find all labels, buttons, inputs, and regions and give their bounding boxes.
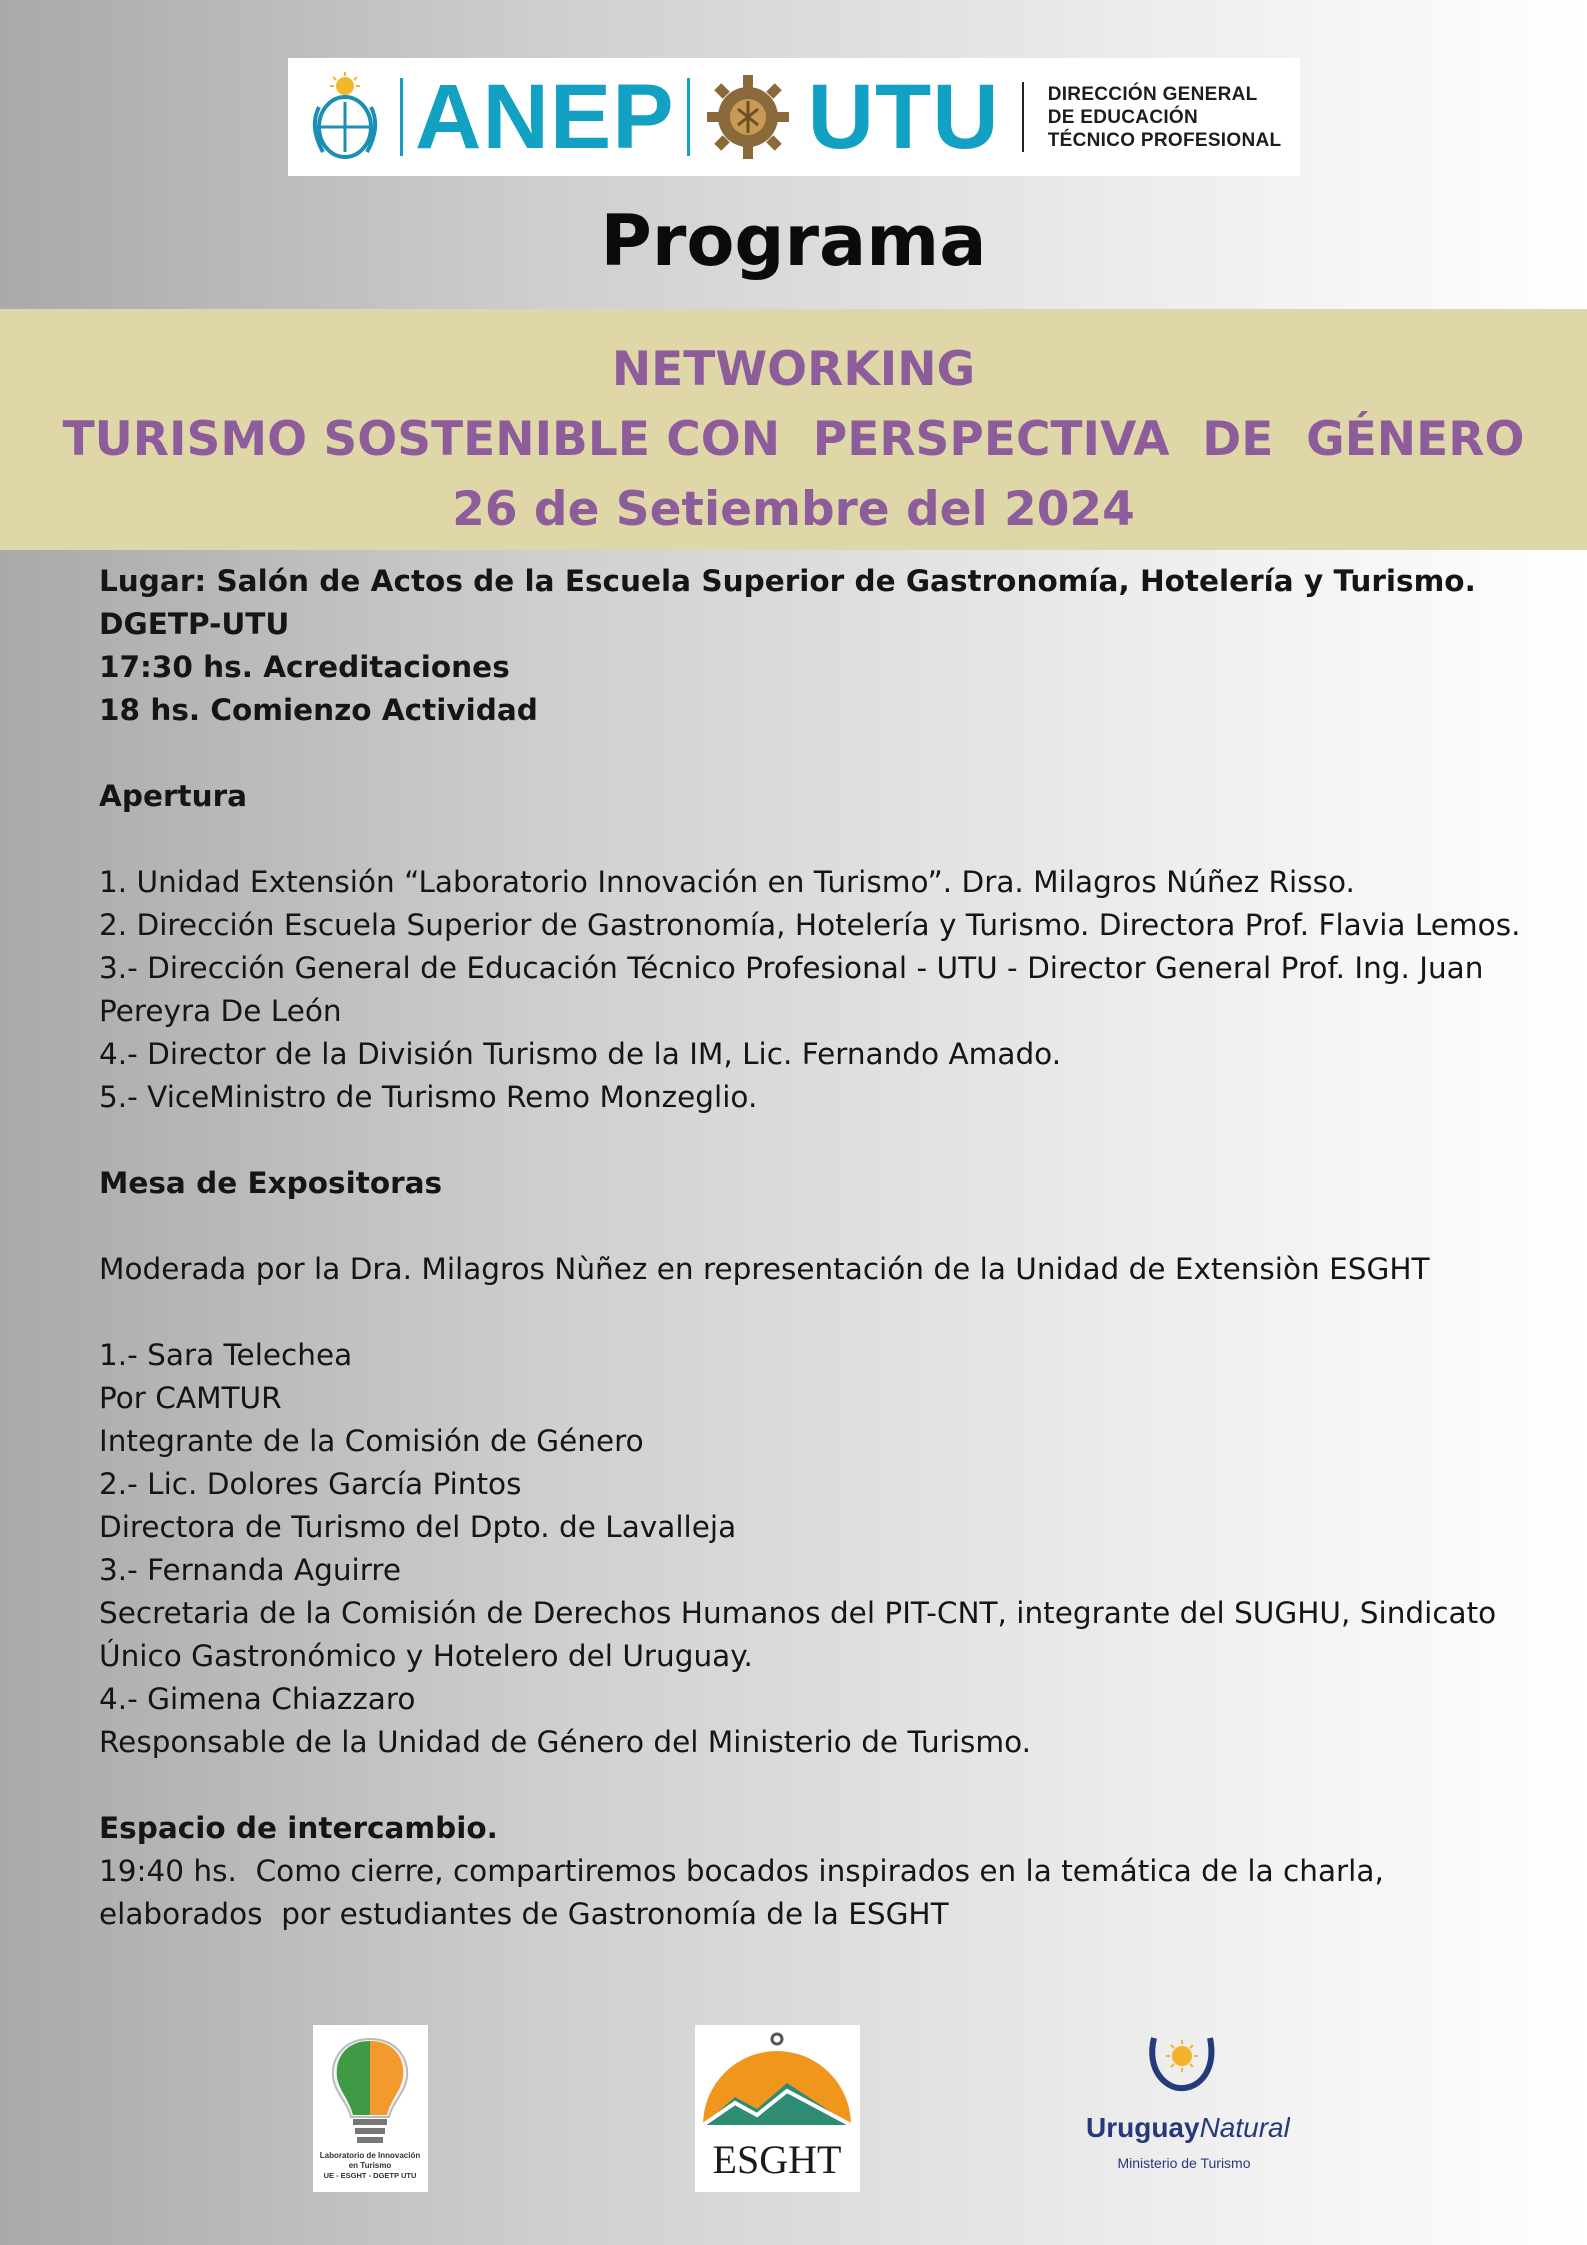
ministerio-text: Ministerio de Turismo <box>1117 2155 1251 2171</box>
anep-wordmark: ANEP <box>415 66 675 168</box>
list-item: 3.- Dirección General de Educación Técnico Profesional - UTU - Director General Prof. Ing. Juan <box>99 951 1484 985</box>
dgetp-line: TÉCNICO PROFESIONAL <box>1047 129 1282 151</box>
uruguay-word: Uruguay <box>1086 2112 1200 2143</box>
list-item: 1.- Sara Telechea <box>99 1338 353 1372</box>
program-content <box>99 560 1519 1936</box>
spacer <box>99 732 1519 775</box>
divider <box>687 78 690 156</box>
venue-line: Lugar: Salón de Actos de la Escuela Superior de Gastronomía, Hotelería y Turismo. <box>99 564 1476 598</box>
list-item: Único Gastronómico y Hotelero del Uruguay. <box>99 1639 753 1673</box>
spacer <box>99 1119 1519 1162</box>
list-item: 4.- Director de la División Turismo de la IM, Lic. Fernando Amado. <box>99 1037 1062 1071</box>
page-title: Programa <box>600 200 987 282</box>
lab-logo-line: Laboratorio de Innovación <box>319 2151 421 2160</box>
accreditation-time: 17:30 hs. Acreditaciones <box>99 650 510 684</box>
anep-utu-header-logo <box>288 58 1300 176</box>
list-item: Pereyra De León <box>99 994 342 1028</box>
list-item: Por CAMTUR <box>99 1381 282 1415</box>
mesa-heading: Mesa de Expositoras <box>99 1166 443 1200</box>
uruguay-coat-of-arms-icon <box>302 69 388 165</box>
list-item: Secretaria de la Comisión de Derechos Humanos del PIT-CNT, integrante del SUGHU, Sindicato <box>99 1596 1497 1630</box>
list-item: 3.- Fernanda Aguirre <box>99 1553 401 1587</box>
uruguay-natural-logo <box>1070 2030 1290 2190</box>
intercambio-line: 19:40 hs. Como cierre, compartiremos bocados inspirados en la temática de la charla, <box>99 1854 1384 1888</box>
event-name: NETWORKING <box>611 342 976 397</box>
list-item: 4.- Gimena Chiazzaro <box>99 1682 416 1716</box>
event-subtitle: TURISMO SOSTENIBLE CON PERSPECTIVA DE GÉNERO <box>62 412 1525 467</box>
lab-innovacion-logo <box>313 2025 428 2192</box>
svg-text:UruguayNatural <box>1086 2112 1290 2143</box>
spacer <box>99 1291 1519 1334</box>
start-time: 18 hs. Comienzo Actividad <box>99 693 538 727</box>
event-date: 26 de Setiembre del 2024 <box>452 482 1135 537</box>
intercambio-heading: Espacio de intercambio. <box>99 1811 498 1845</box>
list-item: 2. Dirección Escuela Superior de Gastronomía, Hotelería y Turismo. Directora Prof. Flavia Lemos. <box>99 908 1521 942</box>
apertura-heading: Apertura <box>99 779 248 813</box>
divider <box>1022 82 1024 152</box>
dgetp-line: DIRECCIÓN GENERAL <box>1047 83 1258 105</box>
list-item: 1. Unidad Extensión “Laboratorio Innovación en Turismo”. Dra. Milagros Núñez Risso. <box>99 865 1355 899</box>
event-banner <box>0 309 1587 550</box>
intercambio-line: elaborados por estudiantes de Gastronomía de la ESGHT <box>99 1897 949 1931</box>
dgetp-wordmark <box>1048 83 1282 152</box>
spacer <box>99 1205 1519 1248</box>
natural-word: Natural <box>1199 2112 1290 2143</box>
list-item: Responsable de la Unidad de Género del Ministerio de Turismo. <box>99 1725 1032 1759</box>
lab-logo-line: UE - ESGHT - DGETP UTU <box>323 2171 417 2180</box>
list-item: 5.- ViceMinistro de Turismo Remo Monzeglio. <box>99 1080 758 1114</box>
spacer <box>99 1764 1519 1807</box>
list-item: Integrante de la Comisión de Género <box>99 1424 644 1458</box>
lab-logo-line: en Turismo <box>348 2161 392 2170</box>
esght-wordmark: ESGHT <box>712 2137 842 2182</box>
divider <box>400 78 403 156</box>
list-item: Directora de Turismo del Dpto. de Lavalleja <box>99 1510 737 1544</box>
dgetp-line: DE EDUCACIÓN <box>1047 106 1199 128</box>
esght-logo <box>695 2025 860 2192</box>
utu-wordmark: UTU <box>807 66 1000 168</box>
moderator-line: Moderada por la Dra. Milagros Nùñez en representación de la Unidad de Extensiòn ESGHT <box>99 1252 1430 1286</box>
utu-gear-icon <box>702 67 794 167</box>
spacer <box>99 818 1519 861</box>
venue-org: DGETP-UTU <box>99 607 290 641</box>
list-item: 2.- Lic. Dolores García Pintos <box>99 1467 522 1501</box>
